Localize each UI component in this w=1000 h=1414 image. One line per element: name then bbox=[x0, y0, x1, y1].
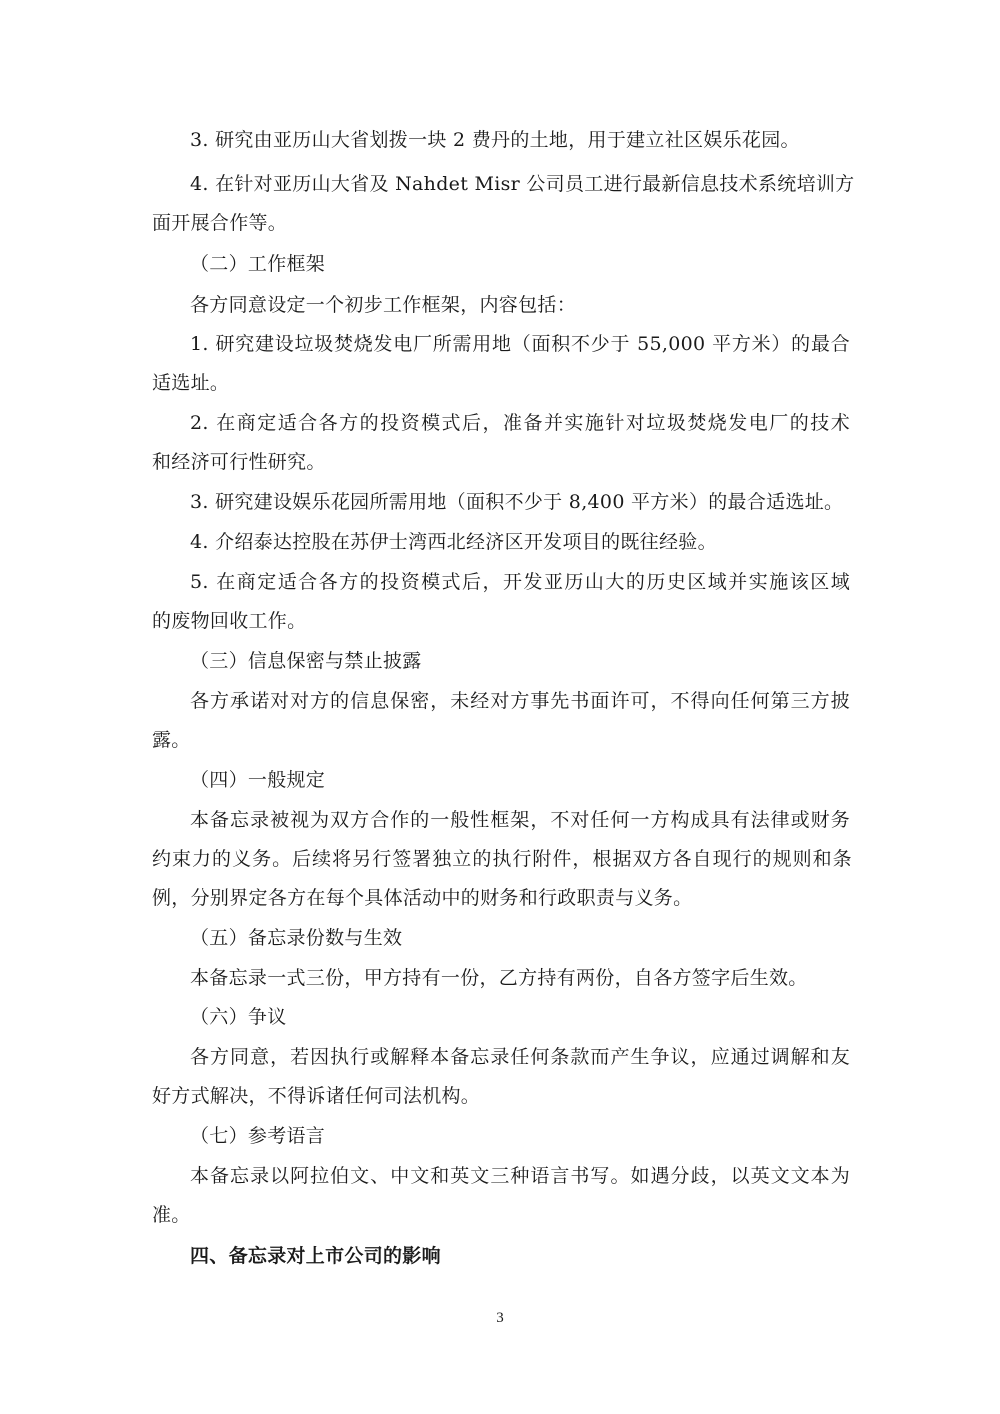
text-line: 5. 在商定适合各方的投资模式后，开发亚历山大的历史区域并实施该区域 bbox=[190, 571, 850, 593]
text-line: 2. 在商定适合各方的投资模式后，准备并实施针对垃圾焚烧发电厂的技术 bbox=[190, 412, 850, 434]
text-line: 例，分别界定各方在每个具体活动中的财务和行政职责与义务。 bbox=[152, 887, 693, 909]
page-number: 3 bbox=[496, 1310, 504, 1326]
text-line: 本备忘录以阿拉伯文、中文和英文三种语言书写。如遇分歧，以英文文本为 bbox=[190, 1165, 850, 1187]
text-line: 3. 研究由亚历山大省划拨一块 2 费丹的土地，用于建立社区娱乐花园。 bbox=[190, 129, 800, 151]
chapter-heading: 四、备忘录对上市公司的影响 bbox=[190, 1245, 441, 1267]
section-heading: （三）信息保密与禁止披露 bbox=[190, 650, 422, 672]
text-line: 本备忘录被视为双方合作的一般性框架，不对任何一方构成具有法律或财务 bbox=[190, 809, 850, 831]
text-line: 各方同意设定一个初步工作框架，内容包括： bbox=[190, 294, 577, 316]
text-line: 1. 研究建设垃圾焚烧发电厂所需用地（面积不少于 55,000 平方米）的最合 bbox=[190, 333, 850, 355]
text-line: 适选址。 bbox=[152, 372, 230, 394]
section-heading: （六）争议 bbox=[190, 1006, 287, 1028]
text-line: 4. 介绍泰达控股在苏伊士湾西北经济区开发项目的既往经验。 bbox=[190, 531, 717, 553]
text-line: 3. 研究建设娱乐花园所需用地（面积不少于 8,400 平方米）的最合适选址。 bbox=[190, 491, 844, 513]
text-line: 露。 bbox=[152, 729, 191, 751]
text-line: 好方式解决，不得诉诸任何司法机构。 bbox=[152, 1085, 481, 1107]
text-line: 各方同意，若因执行或解释本备忘录任何条款而产生争议，应通过调解和友 bbox=[190, 1046, 850, 1068]
text-line: 约束力的义务。后续将另行签署独立的执行附件，根据双方各自现行的规则和条 bbox=[152, 848, 852, 870]
section-heading: （四）一般规定 bbox=[190, 769, 326, 791]
text-line: 和经济可行性研究。 bbox=[152, 451, 326, 473]
text-line: 的废物回收工作。 bbox=[152, 610, 307, 632]
text-line: 4. 在针对亚历山大省及 Nahdet Misr 公司员工进行最新信息技术系统培训方 bbox=[190, 173, 855, 195]
section-heading: （五）备忘录份数与生效 bbox=[190, 927, 403, 949]
text-line: 本备忘录一式三份，甲方持有一份，乙方持有两份，自各方签字后生效。 bbox=[190, 967, 808, 989]
text-line: 面开展合作等。 bbox=[152, 212, 288, 234]
section-heading: （七）参考语言 bbox=[190, 1125, 326, 1147]
text-line: 准。 bbox=[152, 1204, 191, 1226]
text-line: 各方承诺对对方的信息保密，未经对方事先书面许可，不得向任何第三方披 bbox=[190, 690, 850, 712]
section-heading: （二）工作框架 bbox=[190, 253, 326, 275]
